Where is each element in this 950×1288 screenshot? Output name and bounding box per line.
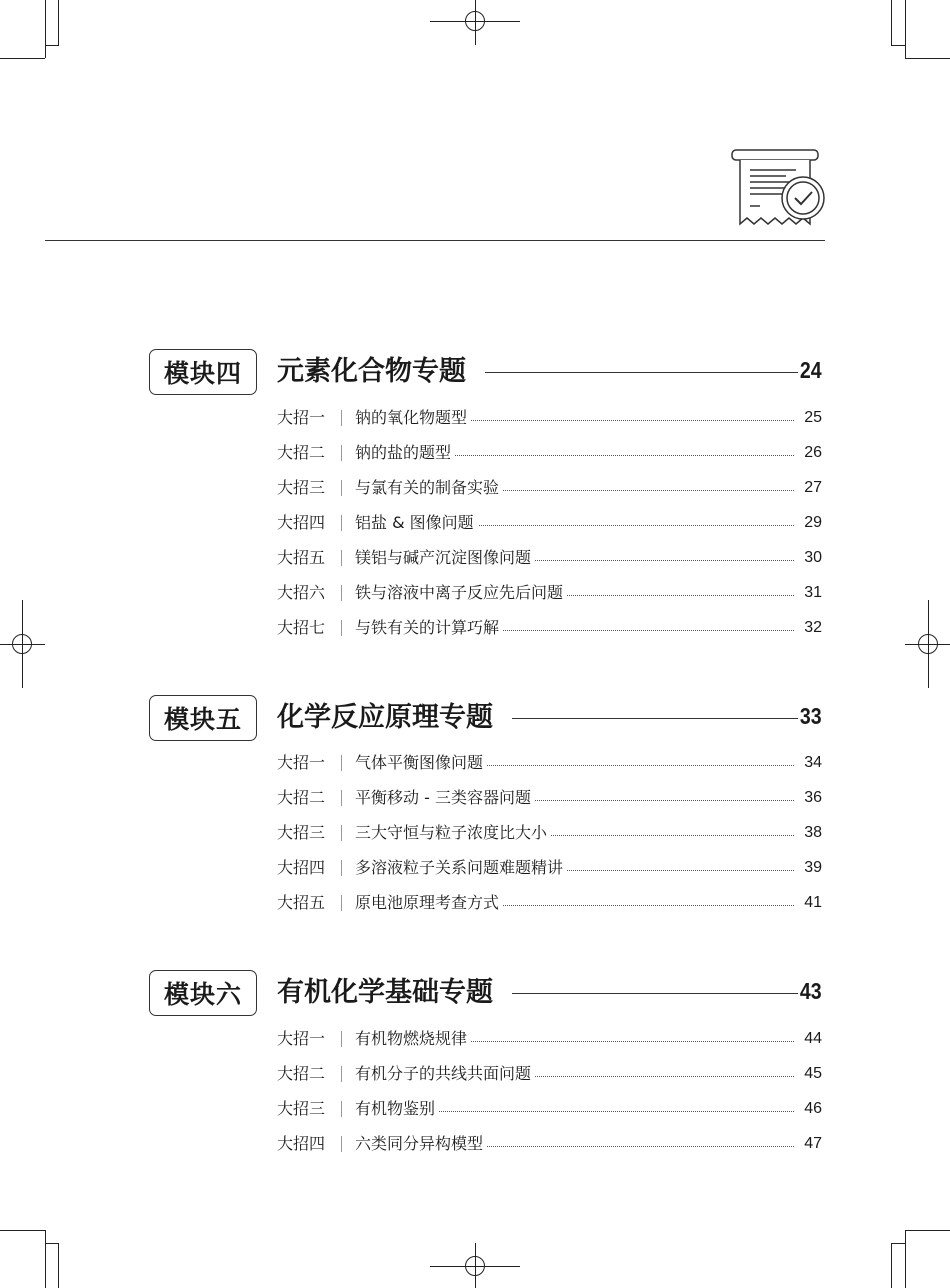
toc-entry[interactable] bbox=[277, 821, 822, 845]
toc-entry[interactable] bbox=[277, 751, 822, 775]
module-rule bbox=[512, 718, 798, 719]
separator bbox=[341, 790, 342, 806]
toc-entry[interactable] bbox=[277, 581, 822, 605]
entry-label: 大招四 bbox=[277, 858, 326, 877]
entry-page: 26 bbox=[796, 441, 822, 465]
separator bbox=[341, 1101, 342, 1117]
toc-entry[interactable] bbox=[277, 546, 822, 570]
separator bbox=[341, 1031, 342, 1047]
entry-title: 平衡移动 - 三类容器问题 bbox=[355, 786, 535, 810]
entry-label: 大招一 bbox=[277, 1029, 326, 1048]
entry-label: 大招四 bbox=[277, 513, 326, 532]
entry-page: 29 bbox=[796, 511, 822, 535]
separator bbox=[341, 620, 342, 636]
checked-document-icon bbox=[730, 148, 828, 232]
toc-entry[interactable] bbox=[277, 406, 822, 430]
entry-title: 多溶液粒子关系问题难题精讲 bbox=[355, 856, 567, 880]
separator bbox=[341, 1066, 342, 1082]
entry-page: 45 bbox=[796, 1062, 822, 1086]
separator bbox=[341, 550, 342, 566]
module-rule bbox=[485, 372, 798, 373]
separator bbox=[341, 585, 342, 601]
entry-page: 27 bbox=[796, 476, 822, 500]
separator bbox=[341, 410, 342, 426]
entry-label: 大招六 bbox=[277, 583, 326, 602]
toc-entry[interactable] bbox=[277, 476, 822, 500]
entry-title: 有机分子的共线共面问题 bbox=[355, 1062, 535, 1086]
entry-label: 大招二 bbox=[277, 1064, 326, 1083]
entry-label: 大招五 bbox=[277, 548, 326, 567]
entry-page: 44 bbox=[796, 1027, 822, 1051]
toc-entry[interactable] bbox=[277, 1062, 822, 1086]
entry-title: 原电池原理考查方式 bbox=[355, 891, 503, 915]
entry-label: 大招五 bbox=[277, 893, 326, 912]
toc-entry[interactable] bbox=[277, 856, 822, 880]
entry-page: 30 bbox=[796, 546, 822, 570]
entry-page: 41 bbox=[796, 891, 822, 915]
entry-page: 36 bbox=[796, 786, 822, 810]
separator bbox=[341, 860, 342, 876]
module-badge: 模块六 bbox=[149, 970, 257, 1016]
entry-page: 34 bbox=[796, 751, 822, 775]
entry-label: 大招三 bbox=[277, 478, 326, 497]
separator bbox=[341, 755, 342, 771]
entry-title: 镁铝与碱产沉淀图像问题 bbox=[355, 546, 535, 570]
separator bbox=[341, 480, 342, 496]
entry-label: 大招三 bbox=[277, 823, 326, 842]
module-page-number: 24 bbox=[800, 357, 822, 383]
separator bbox=[341, 1136, 342, 1152]
module-badge: 模块五 bbox=[149, 695, 257, 741]
toc-entry[interactable] bbox=[277, 1132, 822, 1156]
module-title[interactable]: 有机化学基础专题 bbox=[277, 975, 501, 1011]
entry-label: 大招七 bbox=[277, 618, 326, 637]
entry-label: 大招一 bbox=[277, 408, 326, 427]
entry-page: 38 bbox=[796, 821, 822, 845]
entry-title: 与氯有关的制备实验 bbox=[355, 476, 503, 500]
header-rule bbox=[45, 240, 825, 241]
separator bbox=[341, 515, 342, 531]
entry-label: 大招三 bbox=[277, 1099, 326, 1118]
entry-label: 大招二 bbox=[277, 788, 326, 807]
entry-page: 25 bbox=[796, 406, 822, 430]
separator bbox=[341, 895, 342, 911]
toc-entry[interactable] bbox=[277, 786, 822, 810]
entry-title: 有机物鉴别 bbox=[355, 1097, 439, 1121]
entry-title: 钠的盐的题型 bbox=[355, 441, 455, 465]
entry-page: 47 bbox=[796, 1132, 822, 1156]
entry-title: 有机物燃烧规律 bbox=[355, 1027, 471, 1051]
entry-label: 大招一 bbox=[277, 753, 326, 772]
separator bbox=[341, 445, 342, 461]
module-page-number: 33 bbox=[800, 703, 822, 729]
entry-title: 六类同分异构模型 bbox=[355, 1132, 487, 1156]
entry-page: 31 bbox=[796, 581, 822, 605]
entry-page: 46 bbox=[796, 1097, 822, 1121]
entry-title: 三大守恒与粒子浓度比大小 bbox=[355, 821, 551, 845]
toc-entry[interactable] bbox=[277, 511, 822, 535]
entry-label: 大招四 bbox=[277, 1134, 326, 1153]
entry-title: 铁与溶液中离子反应先后问题 bbox=[355, 581, 567, 605]
toc-entry[interactable] bbox=[277, 1027, 822, 1051]
toc-entry[interactable] bbox=[277, 891, 822, 915]
toc-entry[interactable] bbox=[277, 441, 822, 465]
entry-label: 大招二 bbox=[277, 443, 326, 462]
module-title[interactable]: 元素化合物专题 bbox=[277, 354, 474, 390]
module-page-number: 43 bbox=[800, 978, 822, 1004]
toc-entry[interactable] bbox=[277, 616, 822, 640]
toc-entry[interactable] bbox=[277, 1097, 822, 1121]
entry-title: 铝盐 & 图像问题 bbox=[355, 511, 478, 535]
module-badge: 模块四 bbox=[149, 349, 257, 395]
separator bbox=[341, 825, 342, 841]
module-rule bbox=[512, 993, 798, 994]
entry-page: 39 bbox=[796, 856, 822, 880]
entry-title: 气体平衡图像问题 bbox=[355, 751, 487, 775]
entry-title: 与铁有关的计算巧解 bbox=[355, 616, 503, 640]
entry-page: 32 bbox=[796, 616, 822, 640]
module-title[interactable]: 化学反应原理专题 bbox=[277, 700, 501, 736]
entry-title: 钠的氧化物题型 bbox=[355, 406, 471, 430]
